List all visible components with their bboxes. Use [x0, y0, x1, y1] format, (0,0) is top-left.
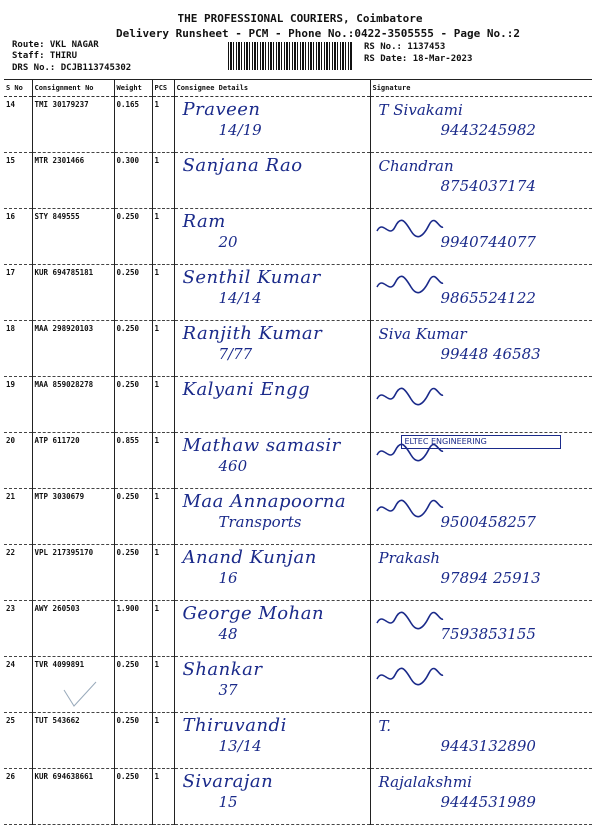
table-row: [4, 321, 592, 377]
cell-consignee-details: [174, 321, 370, 377]
col-header-signature: Signature: [370, 80, 592, 97]
signature-name: Rajalakshmi: [378, 773, 472, 791]
cell-consignee-details: [174, 209, 370, 265]
cell-consignee-details: [174, 97, 370, 153]
cell-consignee-details: [174, 545, 370, 601]
cell-consignment-no: MTR 2301466: [32, 153, 114, 209]
table-row: [4, 433, 592, 489]
cell-sno: 16: [4, 209, 32, 265]
cell-sno: 26: [4, 769, 32, 825]
signature-name: Siva Kumar: [378, 325, 467, 343]
cell-consignment-no: AWY 260503: [32, 601, 114, 657]
consignee-address: 48: [218, 625, 238, 643]
drs-number: DRS No.: DCJB113745302: [12, 63, 132, 73]
cell-weight: 0.250: [114, 489, 152, 545]
cell-consignee-details: [174, 377, 370, 433]
cell-weight: 0.250: [114, 321, 152, 377]
cell-sno: 22: [4, 545, 32, 601]
consignee-name: Senthil Kumar: [182, 267, 321, 288]
cell-pcs: 1: [152, 97, 174, 153]
signature-scribble-icon: [375, 441, 445, 463]
cell-consignment-no: KUR 694785181: [32, 265, 114, 321]
table-row: [4, 377, 592, 433]
cell-sno: 24: [4, 657, 32, 713]
consignee-name: Kalyani Engg: [182, 379, 311, 400]
cell-weight: 0.250: [114, 265, 152, 321]
route-label: Route: VKL NAGAR: [12, 40, 99, 50]
phone-number: 9500458257: [440, 513, 536, 531]
cell-sno: 17: [4, 265, 32, 321]
cell-signature: [370, 153, 592, 209]
signature-name: Chandran: [378, 157, 454, 175]
cell-weight: 0.855: [114, 433, 152, 489]
document-title: THE PROFESSIONAL COURIERS, Coimbatore: [177, 12, 423, 25]
cell-signature: [370, 769, 592, 825]
cell-consignment-no: KUR 694638661: [32, 769, 114, 825]
signature-name: T.: [378, 717, 392, 735]
cell-signature: [370, 433, 592, 489]
cell-consignment-no: MTP 3030679: [32, 489, 114, 545]
col-header-weight: Weight: [114, 80, 152, 97]
signature-name: T Sivakami: [378, 101, 463, 119]
table-row: [4, 713, 592, 769]
staff-label: Staff: THIRU: [12, 51, 78, 61]
consignee-address: 20: [218, 233, 238, 251]
cell-sno: 25: [4, 713, 32, 769]
consignee-address: 15: [218, 793, 238, 811]
table-row: [4, 153, 592, 209]
cell-signature: [370, 545, 592, 601]
cell-weight: 0.250: [114, 657, 152, 713]
consignee-name: Maa Annapoorna: [182, 491, 347, 512]
consignee-address: 37: [218, 681, 238, 699]
col-header-sno: S No: [4, 80, 32, 97]
signature-name: Prakash: [378, 549, 441, 567]
cell-consignee-details: [174, 433, 370, 489]
cell-weight: 0.165: [114, 97, 152, 153]
consignee-address: 460: [218, 457, 248, 475]
cell-consignment-no: MAA 859028278: [32, 377, 114, 433]
phone-number: 9444531989: [440, 793, 536, 811]
table-row: [4, 601, 592, 657]
cell-consignment-no: TUT 543662: [32, 713, 114, 769]
cell-sno: 18: [4, 321, 32, 377]
cell-consignee-details: [174, 713, 370, 769]
barcode-image: [228, 42, 352, 70]
phone-number: 99448 46583: [440, 345, 541, 363]
consignee-name: Ranjith Kumar: [182, 323, 323, 344]
consignee-address: 7/77: [218, 345, 253, 363]
rs-date: RS Date: 18-Mar-2023: [364, 54, 473, 64]
phone-number: 9443132890: [440, 737, 536, 755]
cell-signature: [370, 97, 592, 153]
cell-sno: 15: [4, 153, 32, 209]
consignee-address: 13/14: [218, 737, 262, 755]
signature-scribble-icon: [375, 497, 445, 519]
consignee-name: Shankar: [182, 659, 263, 680]
phone-number: 9443245982: [440, 121, 536, 139]
consignee-name: George Mohan: [182, 603, 325, 624]
cell-consignment-no: STY 849555: [32, 209, 114, 265]
cell-weight: 0.250: [114, 545, 152, 601]
consignee-name: Thiruvandi: [182, 715, 287, 736]
col-header-consignment: Consignment No: [32, 80, 114, 97]
phone-number: 8754037174: [440, 177, 536, 195]
cell-pcs: 1: [152, 377, 174, 433]
cell-consignee-details: [174, 265, 370, 321]
cell-weight: 0.250: [114, 377, 152, 433]
cell-consignment-no: VPL 217395170: [32, 545, 114, 601]
cell-signature: [370, 321, 592, 377]
consignee-address: 16: [218, 569, 238, 587]
signature-scribble-icon: [375, 217, 445, 239]
col-header-consignee: Consignee Details: [174, 80, 370, 97]
signature-scribble-icon: [375, 665, 445, 687]
cell-consignment-no: MAA 298920103: [32, 321, 114, 377]
cell-pcs: 1: [152, 545, 174, 601]
cell-weight: 0.250: [114, 713, 152, 769]
cell-consignee-details: [174, 657, 370, 713]
cell-weight: 1.900: [114, 601, 152, 657]
company-stamp: ELTEC ENGINEERING: [401, 435, 561, 449]
cell-signature: [370, 209, 592, 265]
cell-pcs: 1: [152, 209, 174, 265]
cell-signature: [370, 657, 592, 713]
cell-consignment-no: ATP 611720: [32, 433, 114, 489]
phone-number: 9940744077: [440, 233, 536, 251]
consignee-address: 14/14: [218, 289, 262, 307]
cell-sno: 19: [4, 377, 32, 433]
runsheet-table: [4, 79, 592, 825]
cell-signature: [370, 713, 592, 769]
cell-pcs: 1: [152, 265, 174, 321]
consignee-name: Sivarajan: [182, 771, 274, 792]
cell-pcs: 1: [152, 713, 174, 769]
cell-weight: 0.250: [114, 769, 152, 825]
cell-pcs: 1: [152, 769, 174, 825]
cell-pcs: 1: [152, 657, 174, 713]
phone-number: 7593853155: [440, 625, 536, 643]
signature-scribble-icon: [375, 273, 445, 295]
cell-pcs: 1: [152, 321, 174, 377]
table-row: [4, 769, 592, 825]
table-row: [4, 97, 592, 153]
consignee-name: Sanjana Rao: [182, 155, 303, 176]
cell-consignment-no: TVR 4099891: [32, 657, 114, 713]
cell-pcs: 1: [152, 601, 174, 657]
col-header-pcs: PCS: [152, 80, 174, 97]
rs-number: RS No.: 1137453: [364, 42, 446, 52]
table-header-row: [4, 80, 592, 97]
cell-signature: [370, 377, 592, 433]
consignee-name: Praveen: [182, 99, 261, 120]
phone-number: 9865524122: [440, 289, 536, 307]
cell-pcs: 1: [152, 153, 174, 209]
cell-sno: 21: [4, 489, 32, 545]
cell-weight: 0.250: [114, 209, 152, 265]
cell-pcs: 1: [152, 433, 174, 489]
cell-consignee-details: [174, 489, 370, 545]
table-row: [4, 545, 592, 601]
cell-consignee-details: [174, 769, 370, 825]
cell-consignee-details: [174, 601, 370, 657]
cell-consignee-details: [174, 153, 370, 209]
table-row: [4, 489, 592, 545]
signature-scribble-icon: [375, 385, 445, 407]
cell-sno: 20: [4, 433, 32, 489]
cell-signature: [370, 601, 592, 657]
consignee-name: Mathaw samasir: [182, 435, 341, 456]
document-subtitle: Delivery Runsheet - PCM - Phone No.:0422-3505555 - Page No.:2: [116, 27, 520, 40]
cell-signature: [370, 265, 592, 321]
cell-sno: 14: [4, 97, 32, 153]
cell-sno: 23: [4, 601, 32, 657]
consignee-name: Anand Kunjan: [182, 547, 317, 568]
cell-signature: [370, 489, 592, 545]
cell-consignment-no: TMI 30179237: [32, 97, 114, 153]
cell-weight: 0.300: [114, 153, 152, 209]
table-row: [4, 209, 592, 265]
phone-number: 97894 25913: [440, 569, 541, 587]
checkmark-icon: [60, 680, 100, 710]
consignee-address: Transports: [218, 513, 302, 531]
table-row: [4, 265, 592, 321]
cell-pcs: 1: [152, 489, 174, 545]
consignee-address: 14/19: [218, 121, 262, 139]
signature-scribble-icon: [375, 609, 445, 631]
consignee-name: Ram: [182, 211, 226, 232]
